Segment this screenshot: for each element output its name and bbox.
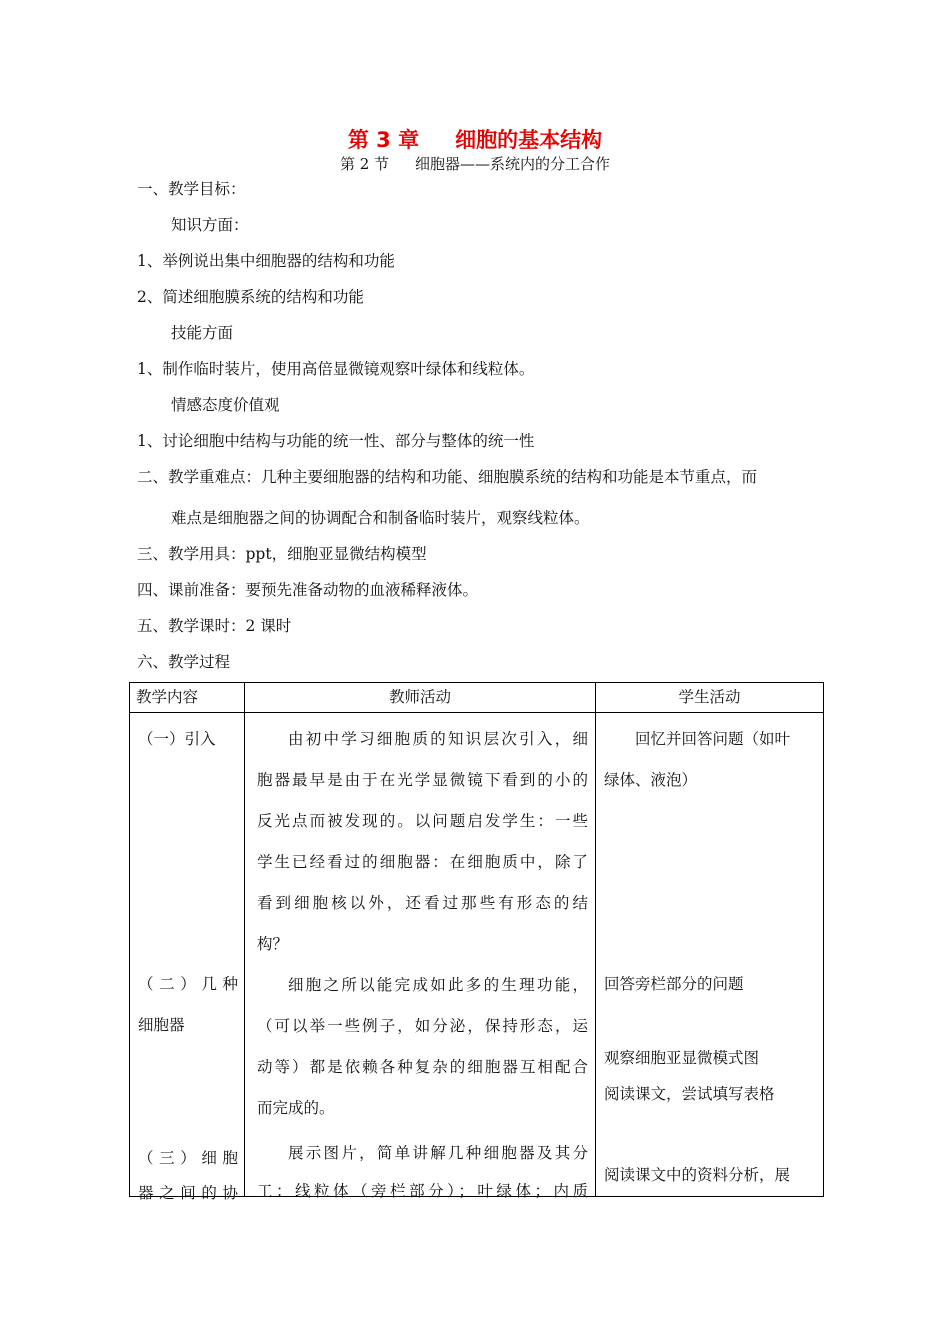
teacher-line: 工：线粒体（旁栏部分）；叶绿体；内质 xyxy=(257,1182,588,1200)
student-line: 回忆并回答问题（如叶 xyxy=(635,730,791,748)
attitude-heading: 情感态度价值观 xyxy=(171,396,280,414)
teacher-line: 构？ xyxy=(257,935,289,953)
teacher-line: 由初中学习细胞质的知识层次引入，细 xyxy=(288,730,588,748)
student-line: 观察细胞亚显微模式图 xyxy=(604,1049,760,1067)
content-coordination-2: 器之间的协 xyxy=(138,1184,238,1202)
teacher-line: 胞器最早是由于在光学显微镜下看到的小的 xyxy=(257,771,588,789)
section-number: 第 2 节 xyxy=(339,155,390,173)
content-intro: （一）引入 xyxy=(138,730,216,748)
table-row xyxy=(130,713,824,1197)
section-title xyxy=(0,153,950,174)
teacher-line: 细胞之所以能完成如此多的生理功能， xyxy=(288,976,588,994)
content-organelles-1: （二）几种 xyxy=(138,975,238,993)
table-header-row xyxy=(130,683,824,713)
attitude-item-1: 1、讨论细胞中结构与功能的统一性、部分与整体的统一性 xyxy=(137,432,535,450)
teacher-line: 看到细胞核以外，还看过那些有形态的结 xyxy=(257,894,588,912)
student-line: 阅读课文，尝试填写表格 xyxy=(604,1085,775,1103)
teacher-line: 反光点而被发现的。以问题启发学生：一些 xyxy=(257,812,588,830)
teacher-line: 动等）都是依赖各种复杂的细胞器互相配合 xyxy=(257,1058,588,1076)
preparation: 四、课前准备：要预先准备动物的血液稀释液体。 xyxy=(137,581,479,599)
student-line: 回答旁栏部分的问题 xyxy=(604,975,744,993)
skills-item-1: 1、制作临时装片，使用高倍显微镜观察叶绿体和线粒体。 xyxy=(137,360,535,378)
process-heading: 六、教学过程 xyxy=(137,653,231,671)
objectives-heading: 一、教学目标： xyxy=(137,180,246,198)
key-points-line-1: 二、教学重难点：几种主要细胞器的结构和功能、细胞膜系统的结构和功能是本节重点，而 xyxy=(137,468,758,486)
content-coordination-1: （三）细胞 xyxy=(138,1149,238,1167)
header-content: 教学内容 xyxy=(130,683,245,713)
teacher-line: 学生已经看过的细胞器：在细胞质中，除了 xyxy=(257,853,588,871)
skills-heading: 技能方面 xyxy=(171,324,234,342)
header-teacher: 教师活动 xyxy=(245,683,596,713)
header-student: 学生活动 xyxy=(596,683,824,713)
knowledge-item-2: 2、简述细胞膜系统的结构和功能 xyxy=(137,288,364,306)
key-points-line-2: 难点是细胞器之间的协调配合和制备临时装片，观察线粒体。 xyxy=(171,509,590,527)
teacher-line: 而完成的。 xyxy=(257,1099,335,1117)
content-cell xyxy=(130,713,245,1202)
teacher-cell xyxy=(245,713,596,1200)
teacher-line: 展示图片，简单讲解几种细胞器及其分 xyxy=(288,1144,588,1162)
student-line: 绿体、液泡） xyxy=(604,771,698,789)
chapter-name: 细胞的基本结构 xyxy=(455,128,603,152)
knowledge-item-1: 1、举例说出集中细胞器的结构和功能 xyxy=(137,252,395,270)
knowledge-heading: 知识方面： xyxy=(171,216,249,234)
teacher-line: （可以举一些例子，如分泌，保持形态，运 xyxy=(257,1017,588,1035)
class-hours: 五、教学课时：2 课时 xyxy=(137,617,292,635)
teaching-tools: 三、教学用具：ppt，细胞亚显微结构模型 xyxy=(137,545,427,563)
content-organelles-2: 细胞器 xyxy=(138,1016,185,1034)
chapter-title xyxy=(0,124,950,154)
student-cell xyxy=(596,713,824,1197)
chapter-number: 第 3 章 xyxy=(347,128,420,152)
section-name: 细胞器——系统内的分工合作 xyxy=(415,155,611,173)
student-line: 阅读课文中的资料分析，展 xyxy=(604,1166,791,1184)
teaching-process-table xyxy=(129,682,824,1202)
